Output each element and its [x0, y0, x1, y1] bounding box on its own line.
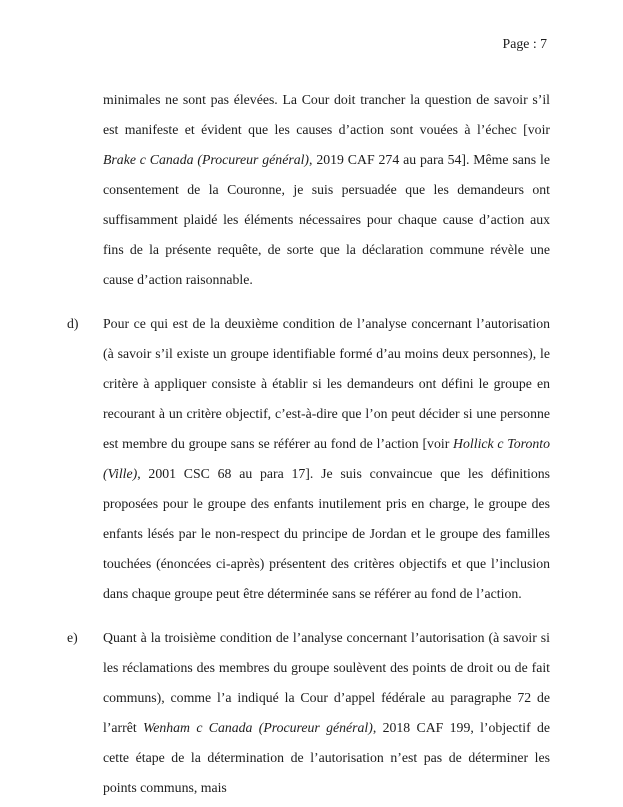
page-number-label: Page : 7 — [502, 36, 547, 51]
paragraph-text — [103, 92, 550, 287]
page-body — [0, 52, 623, 803]
paragraph-text — [103, 630, 550, 795]
text-run: Quant à la troisième condition de l’analyse concernant l’autorisation (à savoir si les réclamations des membres du groupe soulèvent des points de droit ou de fait communs), comme l’a indiqué la Cour d’appel fédérale au paragraphe 72 de l’arrêt — [103, 630, 550, 735]
paragraph-item-d — [67, 309, 550, 609]
case-citation-italic: Brake c Canada (Procureur général) — [103, 152, 310, 167]
case-citation-italic: Wenham c Canada (Procureur général) — [143, 720, 373, 735]
text-run: , 2019 CAF 274 au para 54]. Même sans le consentement de la Couronne, je suis persuadée que les demandeurs ont suffisamment plaidé les éléments nécessaires pour chaque cause d’action aux fins de la présente requête, de sorte que la déclaration commune révèle une cause d’action raisonnable. — [103, 152, 550, 287]
list-marker-d: d) — [67, 316, 79, 331]
text-run: minimales ne sont pas élevées. La Cour doit trancher la question de savoir s’il est manifeste et évident que les causes d’action sont vouées à l’échec [voir — [103, 92, 550, 137]
list-marker-e: e) — [67, 630, 78, 645]
paragraph-text — [103, 316, 550, 601]
text-run: , 2018 CAF 199, l’objectif de cette étape de la détermination de l’autorisation n’est pas de déterminer les points communs, mais — [103, 720, 550, 795]
text-run: , 2001 CSC 68 au para 17]. Je suis convaincue que les définitions proposées pour le groupe des enfants inutilement pris en charge, le groupe des enfants lésés par le non-respect du principe de Jordan et le groupe des familles touchées (énoncées ci-après) présentent des critères objectifs et que l’inclusion dans chaque groupe peut être déterminée sans se référer au fond de l’action. — [103, 466, 550, 601]
paragraph-item-e — [67, 623, 550, 803]
case-citation-italic: Hollick c Toronto (Ville) — [103, 436, 550, 481]
text-run: Pour ce qui est de la deuxième condition de l’analyse concernant l’autorisation (à savoir s’il existe un groupe identifiable formé d’au moins deux personnes), le critère à appliquer consiste à établir si les demandeurs ont défini le groupe en recourant à un critère objectif, c’est-à-dire que l’on peut décider si une personne est membre du groupe sans se référer au fond de l’action [voir — [103, 316, 550, 451]
paragraph-continuation — [103, 85, 550, 295]
page-header — [0, 0, 623, 52]
